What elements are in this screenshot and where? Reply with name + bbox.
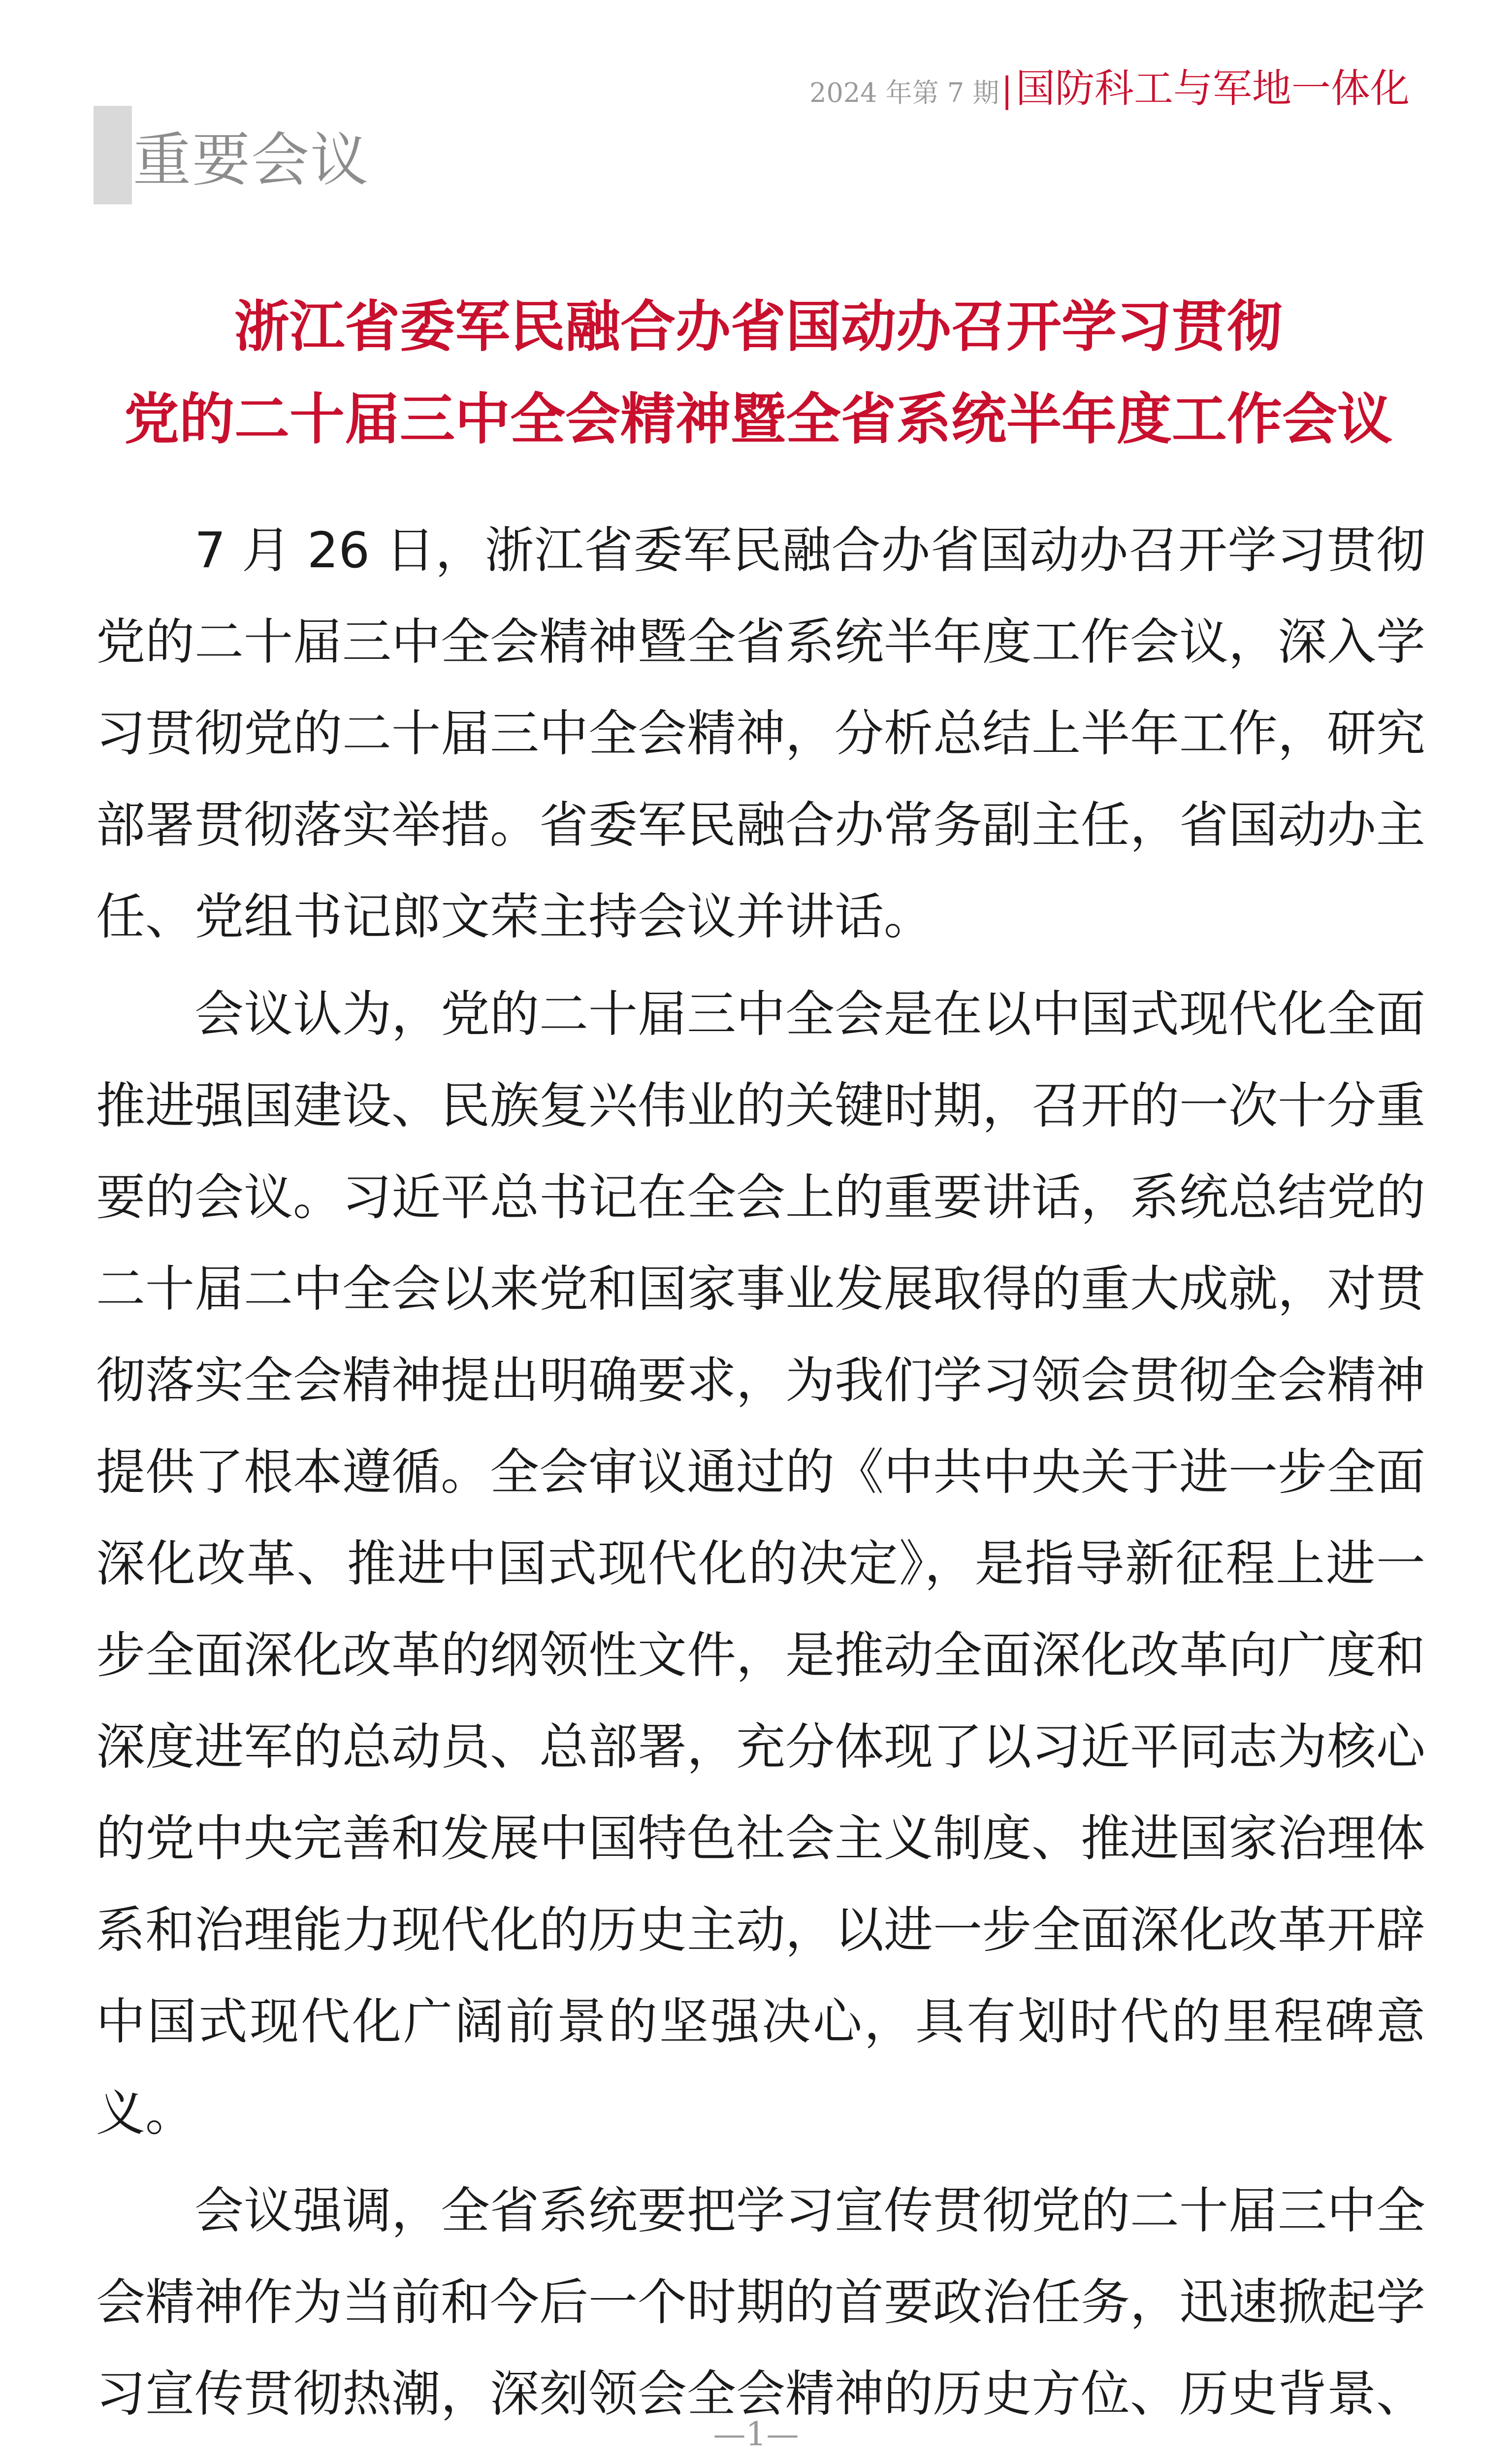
journal-name: 国防科工与军地一体化 (1016, 65, 1410, 111)
column-label (94, 106, 369, 204)
article-body (96, 505, 1425, 2446)
body-paragraph: 7 月 26 日，浙江省委军民融合办省国动办召开学习贯彻党的二十届三中全会精神暨全省系统半年度工作会议，深入学习贯彻党的二十届三中全会精神，分析总结上半年工作，研究部署贯彻落实举措。省委军民融合办常务副主任，省国动办主任、党组书记郎文荣主持会议并讲话。 (96, 521, 1425, 945)
body-paragraph: 会议强调，全省系统要把学习宣传贯彻党的二十届三中全会精神作为当前和今后一个时期的首要政治任务，迅速掀起学习宣传贯彻热潮，深刻领会全会精神的历史方位、历史背景、 (96, 2182, 1425, 2423)
header-separator: | (1001, 70, 1013, 110)
issue-number: 2024 年第 7 期 (809, 77, 999, 108)
page-number: —1— (713, 2415, 799, 2453)
body-paragraph: 会议认为，党的二十届三中全会是在以中国式现代化全面推进强国建设、民族复兴伟业的关键时期，召开的一次十分重要的会议。习近平总书记在全会上的重要讲话，系统总结党的二十届二中全会以来党和国家事业发展取得的重大成就，对贯彻落实全会精神提出明确要求，为我们学习领会贯彻全会精神提供了根本遵循。全会审议通过的《中共中央关于进一步全面深化改革、推进中国式现代化的决定》，是指导新征程上进一步全面深化改革的纲领性文件，是推动全面深化改革向广度和深度进军的总动员、总部署，充分体现了以习近平同志为核心的党中央完善和发展中国特色社会主义制度、推进国家治理体系和治理能力现代化的历史主动，以进一步全面深化改革开辟中国式现代化广阔前景的坚强决心，具有划时代的里程碑意义。 (96, 985, 1425, 2142)
article-title (94, 281, 1423, 466)
column-title: 重要会议 (133, 126, 370, 194)
running-header (809, 57, 1410, 113)
article-title-line: 党的二十届三中全会精神暨全省系统半年度工作会议 (124, 388, 1392, 452)
article-title-line: 浙江省委军民融合办省国动办召开学习贯彻 (234, 295, 1282, 359)
column-accent-bar (94, 106, 132, 204)
